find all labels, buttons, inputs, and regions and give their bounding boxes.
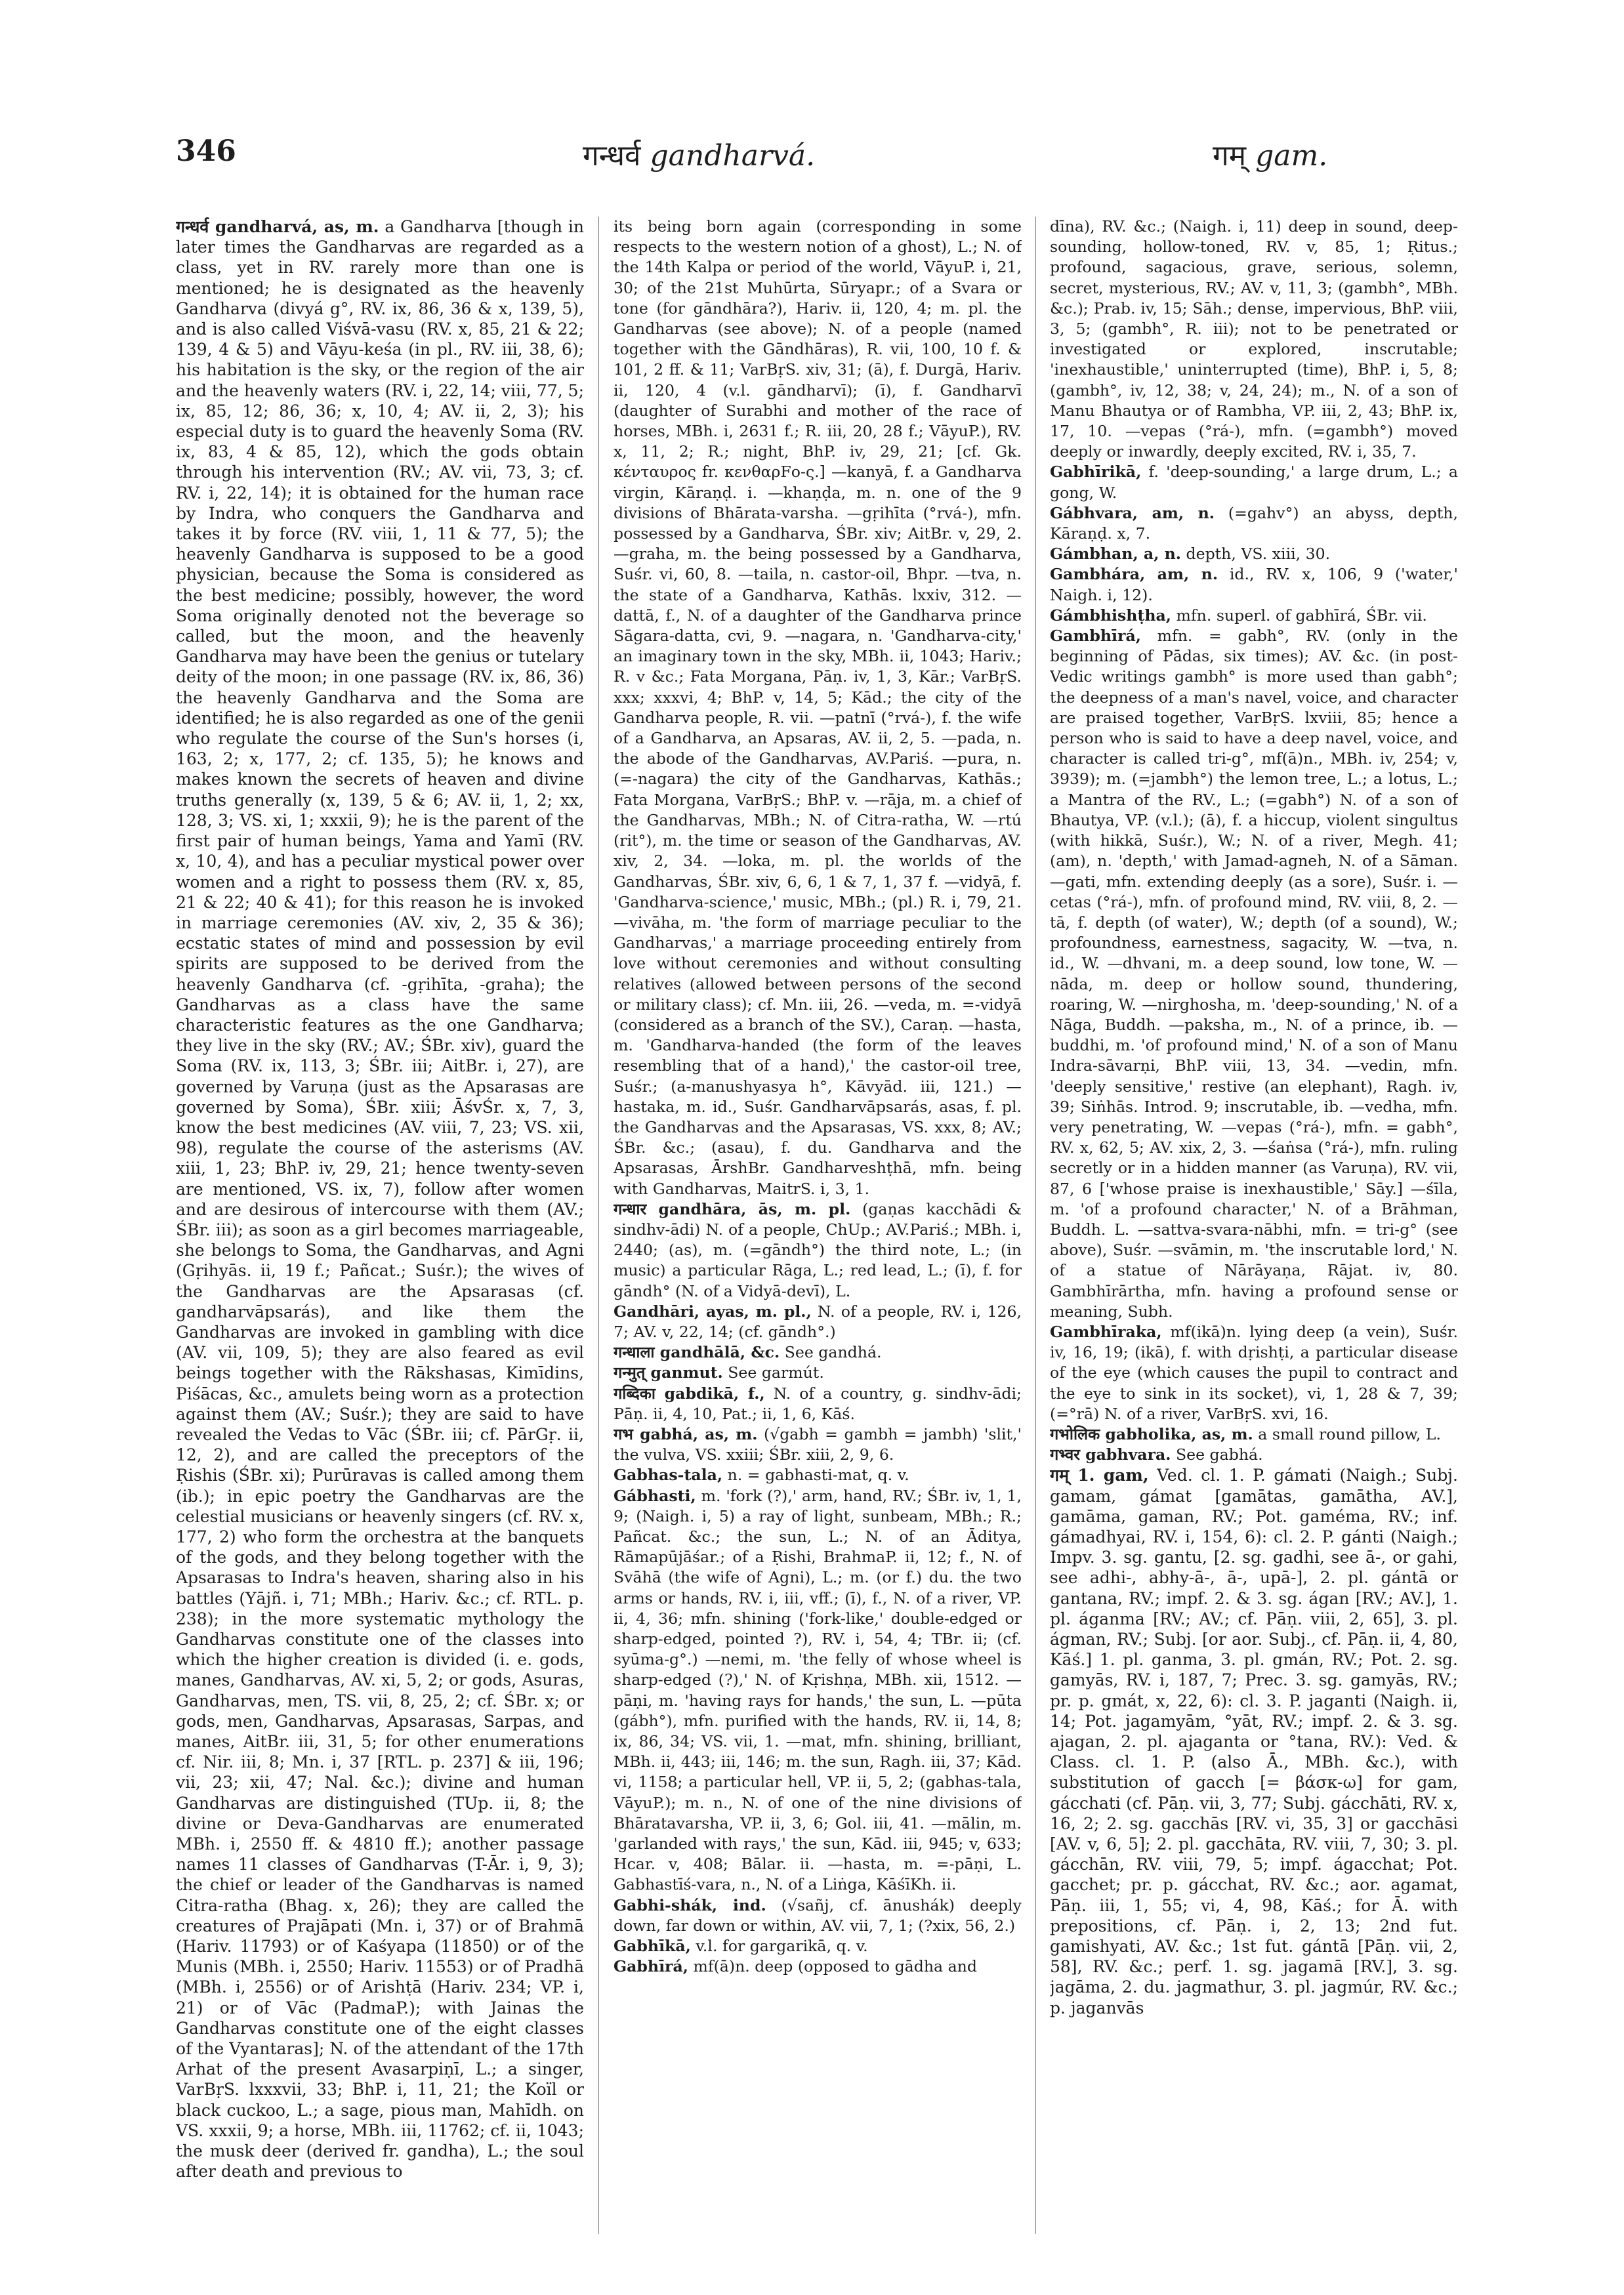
- dictionary-entry: [1050, 462, 1458, 503]
- entry-headword: Gábhasti,: [614, 1486, 696, 1505]
- entry-headword: Gambhīrá,: [1050, 627, 1141, 646]
- entry-headword: Gabhas-tala,: [614, 1466, 723, 1485]
- entry-text: See garmút.: [728, 1363, 824, 1382]
- dictionary-entry: [614, 1363, 1022, 1383]
- column-divider: [598, 217, 599, 2234]
- entry-headword: Gabhi-shák, ind.: [614, 1895, 766, 1914]
- running-head-left-devanagari: गन्धर्व: [583, 139, 641, 173]
- entry-text: its being born again (corresponding in some respects to the western notion of a ghost), L.; N. of the 14th Kalpa or period of the world, VāyuP. i, 21, 30; of the 21st Muhūrta, Sūryapr.; of a Svara or tone (for gāndhāra?), Hariv. ii, 120, 4; m. pl. the Gandharvas (see above); N. of a people (named together with the Gāndhāras), R. vii, 100, 10 f. & 101, 2 ff. & 11; VarBṛS. xiv, 31; (ā), f. Durgā, Hariv. ii, 120, 4 (v.l. gāndharvī); (ī), f. Gandharvī (daughter of Surabhi and mother of the race of horses, MBh. i, 2631 f.; R. iii, 20, 28 f.; VāyuP.), RV. x, 11, 2; R.; night, BhP. iv, 29, 21; [cf. Gk. κένταυρος fr. κενθαρFο-ς.] —kanyā, f. a Gandharva virgin, Kāraṇḍ. i. —khaṇḍa, m. n. one of the 9 divisions of Bhārata-varsha. —gṛihīta (°rvá-), mfn. possessed by a Gandharva, ŚBr. xiv; AitBr. v, 29, 2. —graha, m. the being possessed by a Gandharva, Suśr. vi, 60, 8. —taila, n. castor-oil, Bhpr. —tva, n. the state of a Gandharva, Kathās. lxxiv, 312. —dattā, f., N. of a daughter of the Gandharva prince Sāgara-datta, cvi, 9. —nagara, n. 'Gandharva-city,' an imaginary town in the sky, MBh. ii, 1043; Hariv.; R. v &c.; Fata Morgana, Pāṇ. iv, 1, 3, Kār.; VarBṛS. xxx; xxxvi, 4; BhP. v, 14, 5; Kād.; the city of the Gandharva people, R. vii. —patnī (°rvá-), f. the wife of a Gandharva, an Apsaras, AV. ii, 2, 5. —pada, n. the abode of the Gandharvas, AV.Pariś. —pura, n. (=-nagara) the city of the Gandharvas, Kathās.; Fata Morgana, VarBṛS.; BhP. v. —rāja, m. a chief of the Gandharvas, MBh.; N. of Citra-ratha, W. —rtú (rit°), m. the time or season of the Gandharvas, AV. xiv, 2, 34. —loka, m. pl. the worlds of the Gandharvas, ŚBr. xiv, 6, 6, 1 & 7, 1, 37 f. —vidyā, f. 'Gandharva-science,' music, MBh.; (pl.) R. i, 79, 21. —vivāha, m. 'the form of marriage peculiar to the Gandharvas,' a marriage proceeding entirely from love without ceremonies and without consulting relatives (allowed between persons of the second or military class); cf. Mn. iii, 26. —veda, m. =-vidyā (considered as a branch of the SV.), Caraṇ. —hasta, m. 'Gandharva-handed (the form of the leaves resembling that of a hand),' the castor-oil tree, Suśr.; (a-manushyasya h°, Kāvyād. iii, 121.) —hastaka, m. id., Suśr. Gandharvāpsarás, asas, f. pl. the Gandharvas and the Apsarasas, VS. xxx, 8; AV.; ŚBr. &c.; (asau), f. du. Gandharva and the Apsarasas, ĀrshBr. Gandharveshṭhā, mfn. being with Gandharvas, MaitrS. i, 3, 1.: [614, 217, 1022, 1198]
- dictionary-entry: [1050, 564, 1458, 605]
- running-head-right: [1213, 134, 1327, 174]
- entry-text: See gabhá.: [1175, 1445, 1263, 1464]
- entry-headword: गन्धार gandhāra, ās, m. pl.: [614, 1199, 851, 1218]
- dictionary-entry: [614, 1486, 1022, 1895]
- running-head-right-devanagari: गम्: [1213, 139, 1247, 173]
- entry-text: f. 'deep-sounding,' a large drum, L.; a gong, W.: [1050, 463, 1458, 502]
- entry-headword: Gambhīraka,: [1050, 1322, 1162, 1341]
- entry-text: Ved. cl. 1. P. gámati (Naigh.; Subj. gamam, gámat [gamātas, gamātha, AV.], gamāma, gaman, RV.; Pot. gaméma, RV.; inf. gámadhyai, RV. i, 154, 6): cl. 2. P. gánti (Naigh.; Impv. 3. sg. gantu, [2. sg. gadhi, see ā-, or gahi, see adhi-, abhy-ā-, ā-, upā-], 2. pl. gántā or gantana, RV.; impf. 2. & 3. sg. ágan [RV.; AV.], 1. pl. áganma [RV.; AV.; cf. Pāṇ. viii, 2, 65], 3. pl. ágman, RV.; Subj. [or aor. Subj., cf. Pāṇ. ii, 4, 80, Kāś.] 1. pl. ganma, 3. pl. gmán, RV.; Pot. 2. sg. gamyās, RV. i, 187, 7; Prec. 3. sg. gamyās, RV.; pr. p. gmát, x, 22, 6): cl. 3. P. jaganti (Naigh. ii, 14; Pot. jagamyām, °yāt, RV.; impf. 2. & 3. sg. ajagan, 2. pl. ajaganta or °tana, RV.): Ved. & Class. cl. 1. P. (also Ā., MBh. &c.), with substitution of gacch [= βάσκ-ω] for gam, gácchati (cf. Pāṇ. vii, 3, 77; Subj. gácchāti, RV. x, 16, 2; 2. sg. gacchās [RV. vi, 35, 3] or gacchāsi [AV. v, 6, 5]; 2. pl. gacchāta, RV. viii, 7, 30; 3. pl. gácchān, RV. viii, 79, 5; impf. ágacchat; Pot. gacchet; pr. p. gácchat, RV. &c.; aor. agamat, Pāṇ. iii, 1, 55; vi, 4, 98, Kāś.; for Ā. with prepositions, cf. Pāṇ. i, 2, 13; 2nd fut. gamishyati, AV. &c.; 1st fut. gántā [Pāṇ. vii, 2, 58], RV. &c.; perf. 1. sg. jagamā [RV.], 3. sg. jagāma, 2. du. jagmathur, 3. pl. jagmúr, RV. &c.; p. jaganvās: [1050, 1466, 1458, 2017]
- entry-headword: गभ्वर gabhvara.: [1050, 1445, 1171, 1464]
- entry-text: (√gabh = gambh = jambh) 'slit,' the vulva, VS. xxiii; ŚBr. xiii, 2, 9, 6.: [614, 1424, 1022, 1464]
- dictionary-entry: [614, 1956, 1022, 1977]
- entry-headword: गन्मुत् ganmut.: [614, 1363, 723, 1382]
- entry-text: See gandhá.: [784, 1343, 882, 1362]
- dictionary-entry: [1050, 544, 1458, 564]
- entry-headword: गन्धाला gandhālā, &c.: [614, 1343, 780, 1362]
- entry-headword: Gambhára, am, n.: [1050, 565, 1218, 584]
- column-1: [176, 217, 584, 2234]
- dictionary-entry: [614, 1465, 1022, 1485]
- dictionary-entry: [614, 1424, 1022, 1465]
- page-header: [176, 134, 1539, 187]
- entry-headword: Gabhīrikā,: [1050, 463, 1142, 482]
- dictionary-entry: [176, 217, 584, 2182]
- entry-text: v.l. for gargarikā, q. v.: [696, 1937, 868, 1956]
- dictionary-entry: [614, 1384, 1022, 1424]
- dictionary-entry: [1050, 626, 1458, 1322]
- entry-text: (gaṇas kacchādi & sindhv-ādi) N. of a people, ChUp.; AV.Pariś.; MBh. i, 2440; (as), m. (=gāndh°) the third note, L.; (in music) a particular Rāga, L.; red lead, L.; (ī), f. for gāndh° (N. of a Vidyā-devī), L.: [614, 1199, 1022, 1300]
- entry-headword: गम् 1. gam,: [1050, 1466, 1149, 1485]
- dictionary-entry: [1050, 1445, 1458, 1465]
- entry-text: mf(ikā)n. lying deep (a vein), Suśr. iv, 16, 19; (ikā), f. with dṛishṭi, a particular disease of the eye (which causes the pupil to contract and the eye to sink in its socket), vi, 1, 28 & 7, 39; (=°rā) N. of a river, VarBṛS. xvi, 16.: [1050, 1322, 1458, 1423]
- dictionary-entry: [614, 1936, 1022, 1956]
- entry-headword: गभोलिक gabholika, as, m.: [1050, 1424, 1253, 1443]
- entry-headword: Gabhīkā,: [614, 1937, 691, 1956]
- entry-text: a small round pillow, L.: [1258, 1424, 1441, 1443]
- dictionary-entry: [1050, 1424, 1458, 1445]
- entry-text: depth, VS. xiii, 30.: [1186, 545, 1331, 564]
- entry-headword: गब्दिका gabdikā, f.,: [614, 1384, 765, 1403]
- entry-text: (=gahv°) an abyss, depth, Kāraṇḍ. x, 7.: [1050, 503, 1458, 543]
- dictionary-entry: [1050, 1465, 1458, 2017]
- entry-text: a Gandharva [though in later times the Gandharvas are regarded as a class, yet in RV. rarely more than one is mentioned; he is designated as the heavenly Gandharva (divyá g°, RV. ix, 86, 36 & x, 139, 5), and is also called Viśvā-vasu (RV. x, 85, 21 & 22; 139, 4 & 5) and Vāyu-keśa (in pl., RV. iii, 38, 6); his habitation is the sky, or the region of the air and the heavenly waters (RV. i, 22, 14; viii, 77, 5; ix, 85, 12; 86, 36; x, 10, 4; AV. ii, 2, 3); his especial duty is to guard the heavenly Soma (RV. ix, 83, 4 & 85, 12), which the gods obtain through his intervention (RV.; AV. vii, 73, 3; cf. RV. i, 22, 14); it is obtained for the human race by Indra, who conquers the Gandharva and takes it by force (RV. viii, 1, 11 & 77, 5); the heavenly Gandharva is supposed to be a good physician, because the Soma is considered as the best medicine; possibly, however, the word Soma originally denoted not the beverage so called, but the moon, and the heavenly Gandharva may have been the genius or tutelary deity of the moon; in one passage (RV. ix, 86, 36) the heavenly Gandharva and the Soma are identified; he is also regarded as one of the genii who regulate the course of the Sun's horses (i, 163, 2; x, 177, 2; cf. 135, 5); he knows and makes known the secrets of heaven and divine truths generally (x, 139, 5 & 6; AV. ii, 1, 2; xx, 128, 3; VS. xi, 1; xxxii, 9); he is the parent of the first pair of human beings, Yama and Yamī (RV. x, 10, 4), and has a peculiar mystical power over women and a right to possess them (RV. x, 85, 21 & 22; 40 & 41); for this reason he is invoked in marriage ceremonies (AV. xiv, 2, 35 & 36); ecstatic states of mind and possession by evil spirits are supposed to be derived from the heavenly Gandharva (cf. -gṛihīta, -graha); the Gandharvas as a class have the same characteristic features as the one Gandharva; they live in the sky (RV.; AV.; ŚBr. xiv), guard the Soma (RV. ix, 113, 3; ŚBr. iii; AitBr. i, 27), are governed by Varuṇa (just as the Apsarasas are governed by Soma), ŚBr. xiii; ĀśvŚr. x, 7, 3, know the best medicines (AV. viii, 7, 23; VS. xii, 98), regulate the course of the asterisms (AV. xiii, 1, 23; BhP. iv, 29, 21; hence twenty-seven are mentioned, VS. ix, 7), follow after women and are desirous of intercourse with them (AV.; ŚBr. iii); as soon as a girl becomes marriageable, she belongs to Soma, the Gandharvas, and Agni (Gṛihyās. ii, 19 f.; Pañcat.; Suśr.); the wives of the Gandharvas are the Apsarasas (cf. gandharvāpsarás), and like them the Gandharvas are invoked in gambling with dice (AV. vii, 109, 5); they are also feared as evil beings together with the Rākshasas, Kimīdins, Piśācas, &c., amulets being worn as a protection against them (AV.; Suśr.); they are said to have revealed the Vedas to Vāc (ŚBr. iii; cf. PārGṛ. ii, 12, 2), and are called the preceptors of the Ṛishis (ŚBr. xi); Purūravas is called among them (ib.); in epic poetry the Gandharvas are the celestial musicians or heavenly singers (cf. RV. x, 177, 2) who form the orchestra at the banquets of the gods, and they belong together with the Apsarasas to Indra's heaven, sharing also in his battles (Yājñ. i, 71; MBh.; Hariv. &c.; cf. RTL. p. 238); in the more systematic mythology the Gandharvas constitute one of the classes into which the higher creation is divided (i. e. gods, manes, Gandharvas, AV. xi, 5, 2; or gods, Asuras, Gandharvas, men, TS. vii, 8, 25, 2; cf. ŚBr. x; or gods, men, Gandharvas, Apsarasas, Sarpas, and manes, AitBr. iii, 31, 5; for other enumerations cf. Nir. iii, 8; Mn. i, 37 [RTL. p. 237] & iii, 196; vii, 23; xii, 47; Nal. &c.); divine and human Gandharvas are distinguished (TUp. ii, 8; the divine or Deva-Gandharvas are enumerated MBh. i, 2550 ff. & 4810 ff.); another passage names 11 classes of Gandharvas (T-Ār. i, 9, 3); the chief or leader of the Gandharvas is named Citra-ratha (Bhag. x, 26); they are called the creatures of Prajāpati (Mn. i, 37) or of Brahmā (Hariv. 11793) or of Kaśyapa (11850) or of the Munis (MBh. i, 2550; Hariv. 11553) or of Pradhā (MBh. i, 2556) or of Arishṭā (Hariv. 234; VP. i, 21) or of Vāc (PadmaP.); with Jainas the Gandharvas constitute one of the eight classes of the Vyantaras]; N. of the attendant of the 17th Arhat of the present Avasarpiṇī, L.; a singer, VarBṛS. lxxxvii, 33; BhP. i, 11, 21; the Koïl or black cuckoo, L.; a sage, pious man, Mahīdh. on VS. xxxii, 9; a horse, MBh. iii, 11762; cf. ii, 1043; the musk deer (derived fr. gandha), L.; the soul after death and previous to: [176, 217, 584, 2181]
- entry-text: mf(ā)n. deep (opposed to gādha and: [693, 1957, 977, 1976]
- dictionary-entry: [614, 1342, 1022, 1363]
- dictionary-entry: [1050, 503, 1458, 544]
- dictionary-entry: [1050, 217, 1458, 462]
- dictionary-entry: [614, 1895, 1022, 1936]
- running-head-left-italic: gandharvá.: [650, 139, 816, 173]
- entry-headword: Gámbhishṭha,: [1050, 606, 1172, 625]
- column-divider: [1035, 217, 1036, 2234]
- entry-text: m. 'fork (?),' arm, hand, RV.; ŚBr. iv, 1, 1, 9; (Naigh. i, 5) a ray of light, sunbeam, MBh.; R.; Pañcat. &c.; the sun, L.; N. of an Āditya, Rāmapūjāśar.; of a Ṛishi, BrahmaP. ii, 12; f., N. of Svāhā (the wife of Agni), L.; m. (or f.) du. the two arms or hands, RV. i, iii, vff.; (ī), f., N. of a river, VP. ii, 4, 36; mfn. shining ('fork-like,' double-edged or sharp-edged, pointed ?), RV. i, 54, 4; TBr. ii; (cf. syūma-g°.) —nemi, m. 'the felly of whose wheel is sharp-edged (?),' N. of Kṛishṇa, MBh. xii, 1512. —pāṇi, m. 'having rays for hands,' the sun, L. —pūta (gábh°), mfn. purified with the hands, RV. ii, 14, 8; ix, 86, 34; VS. vii, 1. —mat, mfn. shining, brilliant, MBh. ii, 443; iii, 146; m. the sun, Ragh. iii, 37; Kād. vi, 1158; a particular hell, VP. ii, 5, 2; (gabhas-tala, VāyuP.); m. n., N. of one of the nine divisions of Bhāratavarsha, VP. ii, 3, 6; Gol. iii, 41. —mālin, m. 'garlanded with rays,' the sun, Kād. iii, 945; v, 633; Hcar. v, 408; Bālar. ii. —hasta, m. =-pāṇi, L. Gabhastīś-vara, n., N. of a Liṅga, KāśīKh. ii.: [614, 1486, 1022, 1894]
- entry-headword: Gabhīrá,: [614, 1957, 688, 1976]
- dictionary-entry: [614, 217, 1022, 1199]
- entry-headword: गन्धर्व gandharvá, as, m.: [176, 217, 379, 236]
- entry-text: id., RV. x, 106, 9 ('water,' Naigh. i, 12).: [1050, 565, 1458, 604]
- dictionary-entry: [1050, 606, 1458, 626]
- dictionary-entry: [614, 1302, 1022, 1342]
- column-3: [1050, 217, 1458, 2234]
- column-2: [614, 217, 1022, 2234]
- running-head-right-italic: gam.: [1255, 139, 1328, 173]
- entry-text: (√sañj, cf. ānushák) deeply down, far down or within, AV. vii, 7, 1; (?xix, 56, 2.): [614, 1895, 1022, 1935]
- entry-headword: Gámbhan, a, n.: [1050, 545, 1182, 564]
- entry-headword: Gábhvara, am, n.: [1050, 503, 1215, 522]
- entry-headword: Gandhāri, ayas, m. pl.,: [614, 1302, 812, 1321]
- entry-text: n. = gabhasti-mat, q. v.: [727, 1466, 909, 1485]
- entry-text: mfn. = gabh°, RV. (only in the beginning of Pādas, six times); AV. &c. (in post-Vedic writings gambh° is more used than gabh°; the deepness of a man's navel, voice, and character are praised together, VarBṛS. lxviii, 85; hence a person who is said to have a deep navel, voice, and character is called tri-g°, mf(ā)n., MBh. iv, 254; v, 3939); m. (=jambh°) the lemon tree, L.; a lotus, L.; a Mantra of the RV., L.; (=gabh°) N. of a son of Bhautya, VP. (v.l.); (ā), f. a hiccup, violent singultus (with hikkā, Suśr.), W.; N. of a river, Megh. 41; (am), n. 'depth,' with Jamad-agneh, N. of a Sāman. —gati, mfn. extending deeply (as a sore), Suśr. i. —cetas (°rá-), mfn. of profound mind, RV. viii, 8, 2. —tā, f. depth (of water), W.; depth (of a sound), W.; profoundness, earnestness, sagacity, W. —tva, n. id., W. —dhvani, m. a deep sound, low tone, W. —nāda, m. deep or hollow sound, thundering, roaring, W. —nirghosha, m. 'deep-sounding,' N. of a Nāga, Buddh. —paksha, m., N. of a prince, ib. —buddhi, m. 'of profound mind,' N. of a son of Manu Indra-sāvarṇi, BhP. viii, 13, 34. —vedin, mfn. 'deeply sensitive,' restive (an elephant), Ragh. iv, 39; Siṅhās. Introd. 9; inscrutable, ib. —vedha, mfn. very penetrating, W. —vepas (°rá-), mfn. = gabh°, RV. x, 62, 5; AV. xix, 2, 3. —śaṅsa (°rá-), mfn. ruling secretly or in a hidden manner (as Varuṇa), RV. vii, 87, 6 ['whose praise is inexhaustible,' Sāy.] —śīla, m. 'of a profound character,' N. of a Brāhman, Buddh. L. —sattva-svara-nābhi, mfn. = tri-g° (see above), Suśr. —svāmin, m. 'the inscrutable lord,' N. of a statue of Nārāyaṇa, Rājat. iv, 80. Gambhīrārtha, mfn. having a profound sense or meaning, Subh.: [1050, 627, 1458, 1321]
- entry-text: dīna), RV. &c.; (Naigh. i, 11) deep in sound, deep-sounding, hollow-toned, RV. v, 85, 1; Ṛitus.; profound, sagacious, grave, serious, solemn, secret, mysterious, RV.; AV. v, 11, 3; (gambh°, MBh. &c.); Prab. iv, 15; Sāh.; dense, impervious, BhP. viii, 3, 5; (gambh°, R. iii); not to be penetrated or investigated or explored, inscrutable; 'inexhaustible,' uninterrupted (time), BhP. i, 5, 8; (gambh°, iv, 12, 38; v, 24, 24); m., N. of a son of Manu Bhautya or of Rambha, VP. iii, 2, 43; BhP. ix, 17, 10. —vepas (°rá-), mfn. (=gambh°) moved deeply or inwardly, deeply excited, RV. i, 35, 7.: [1050, 217, 1458, 461]
- dictionary-entry: [1050, 1322, 1458, 1424]
- dictionary-entry: [614, 1199, 1022, 1302]
- entry-text: N. of a people, RV. i, 126, 7; AV. v, 22, 14; (cf. gāndh°.): [614, 1302, 1022, 1341]
- entry-text: N. of a country, g. sindhv-ādi; Pāṇ. ii, 4, 10, Pat.; ii, 1, 6, Kāś.: [614, 1384, 1022, 1423]
- entry-headword: गभ gabhá, as, m.: [614, 1424, 758, 1443]
- page-number: 346: [176, 134, 236, 168]
- running-head-left: [583, 134, 815, 174]
- entry-text: mfn. superl. of gabhīrá, ŚBr. vii.: [1176, 606, 1427, 625]
